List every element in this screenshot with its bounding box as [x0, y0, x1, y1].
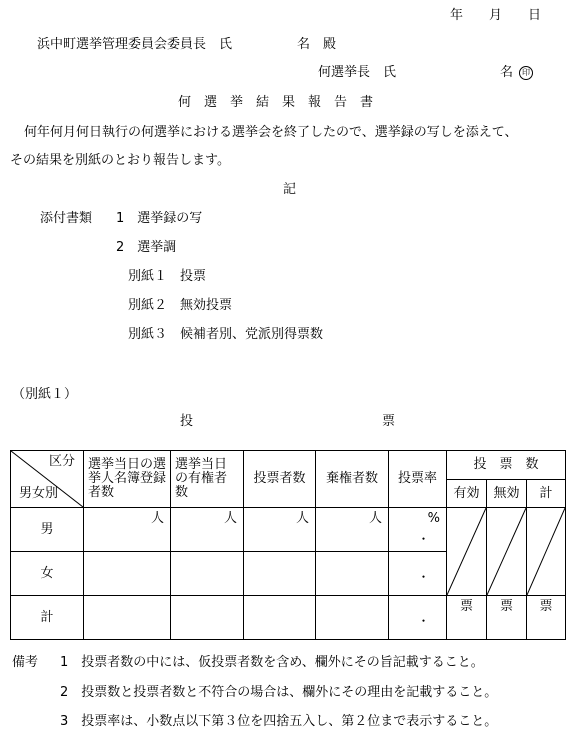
sender-line [318, 65, 533, 81]
cell-female-rate [389, 552, 447, 596]
slash-line [447, 508, 486, 595]
cell-male-rate [389, 508, 447, 552]
cell-total-registered [84, 596, 171, 640]
cell-female-abstain [316, 552, 389, 596]
cell-total-total [527, 596, 566, 640]
attachment-item-2: 2 選挙調 [116, 240, 177, 255]
cell-total-eligible [171, 596, 244, 640]
corner-top-label: 区分 [48, 454, 75, 469]
unit-person: 人 [223, 511, 237, 526]
vote-table [10, 450, 566, 640]
cell-total-valid [447, 596, 487, 640]
notes-label: 備考 [12, 655, 39, 670]
cell-total-abstain [316, 596, 389, 640]
header-eligible: 選挙当日の有権者数 [171, 451, 244, 508]
sender-name: 何選挙長 氏 名 [318, 65, 514, 80]
unit-person: 人 [368, 511, 382, 526]
cell-male-registered [84, 508, 171, 552]
slash-line [527, 508, 565, 595]
row-label-male: 男 [11, 508, 84, 552]
note-1: 1 投票者数の中には、仮投票者数を含め、欄外にその旨記載すること。 [60, 655, 484, 670]
note-2: 2 投票数と投票者数と不符合の場合は、欄外にその理由を記載すること。 [60, 685, 498, 700]
body-line-2: その結果を別紙のとおり報告します。 [10, 153, 230, 168]
attachment-sub-2: 別紙２ 無効投票 [128, 298, 233, 313]
header-voters: 投票者数 [244, 451, 316, 508]
header-total-votes: 計 [527, 480, 566, 508]
unit-ticket: 票 [459, 599, 473, 614]
unit-person: 人 [295, 511, 309, 526]
annex-label: （別紙１） [12, 387, 78, 402]
unit-ticket: 票 [499, 599, 513, 614]
cell-male-eligible [171, 508, 244, 552]
cell-total-voters [244, 596, 316, 640]
attachments-label: 添付書類 [40, 211, 93, 226]
decimal-dot: ・ [417, 531, 430, 546]
row-label-female: 女 [11, 552, 84, 596]
table-title-left: 投 [180, 414, 194, 429]
cell-valid-slashed [447, 508, 487, 596]
cell-female-eligible [171, 552, 244, 596]
corner-bottom-label: 男女別 [19, 486, 59, 501]
document-title: 何 選 挙 結 果 報 告 書 [178, 95, 374, 110]
header-valid: 有効 [447, 480, 487, 508]
cell-total-rate [389, 596, 447, 640]
cell-total-invalid [487, 596, 527, 640]
body-line-1: 何年何月何日執行の何選挙における選挙会を終了したので、選挙録の写しを添えて、 [24, 125, 518, 140]
cell-male-voters [244, 508, 316, 552]
note-3: 3 投票率は、小数点以下第３位を四捨五入し、第２位まで表示すること。 [60, 714, 498, 729]
unit-ticket: 票 [539, 599, 553, 614]
table-title-right: 票 [382, 414, 396, 429]
cell-female-registered [84, 552, 171, 596]
unit-percent: % [427, 511, 440, 526]
decimal-dot: ・ [417, 570, 430, 585]
header-votes: 投 票 数 [447, 451, 566, 480]
decimal-dot: ・ [417, 614, 430, 629]
corner-cell [11, 451, 84, 508]
cell-female-voters [244, 552, 316, 596]
header-rate: 投票率 [389, 451, 447, 508]
report-date: 年 月 日 [450, 8, 542, 23]
header-invalid: 無効 [487, 480, 527, 508]
attachment-sub-1: 別紙１ 投票 [128, 269, 207, 284]
addressee: 浜中町選挙管理委員会委員長 氏 名 殿 [37, 37, 337, 52]
ki-heading: 記 [283, 182, 297, 197]
seal-icon: 印 [519, 66, 533, 80]
header-abstain: 棄権者数 [316, 451, 389, 508]
slash-line [487, 508, 526, 595]
cell-male-abstain [316, 508, 389, 552]
attachment-item-1: 1 選挙録の写 [116, 211, 203, 226]
attachment-sub-3: 別紙３ 候補者別、党派別得票数 [128, 327, 324, 342]
unit-person: 人 [150, 511, 164, 526]
row-label-total: 計 [11, 596, 84, 640]
cell-total-slashed [527, 508, 566, 596]
cell-invalid-slashed [487, 508, 527, 596]
header-registered: 選挙当日の選挙人名簿登録者数 [84, 451, 171, 508]
